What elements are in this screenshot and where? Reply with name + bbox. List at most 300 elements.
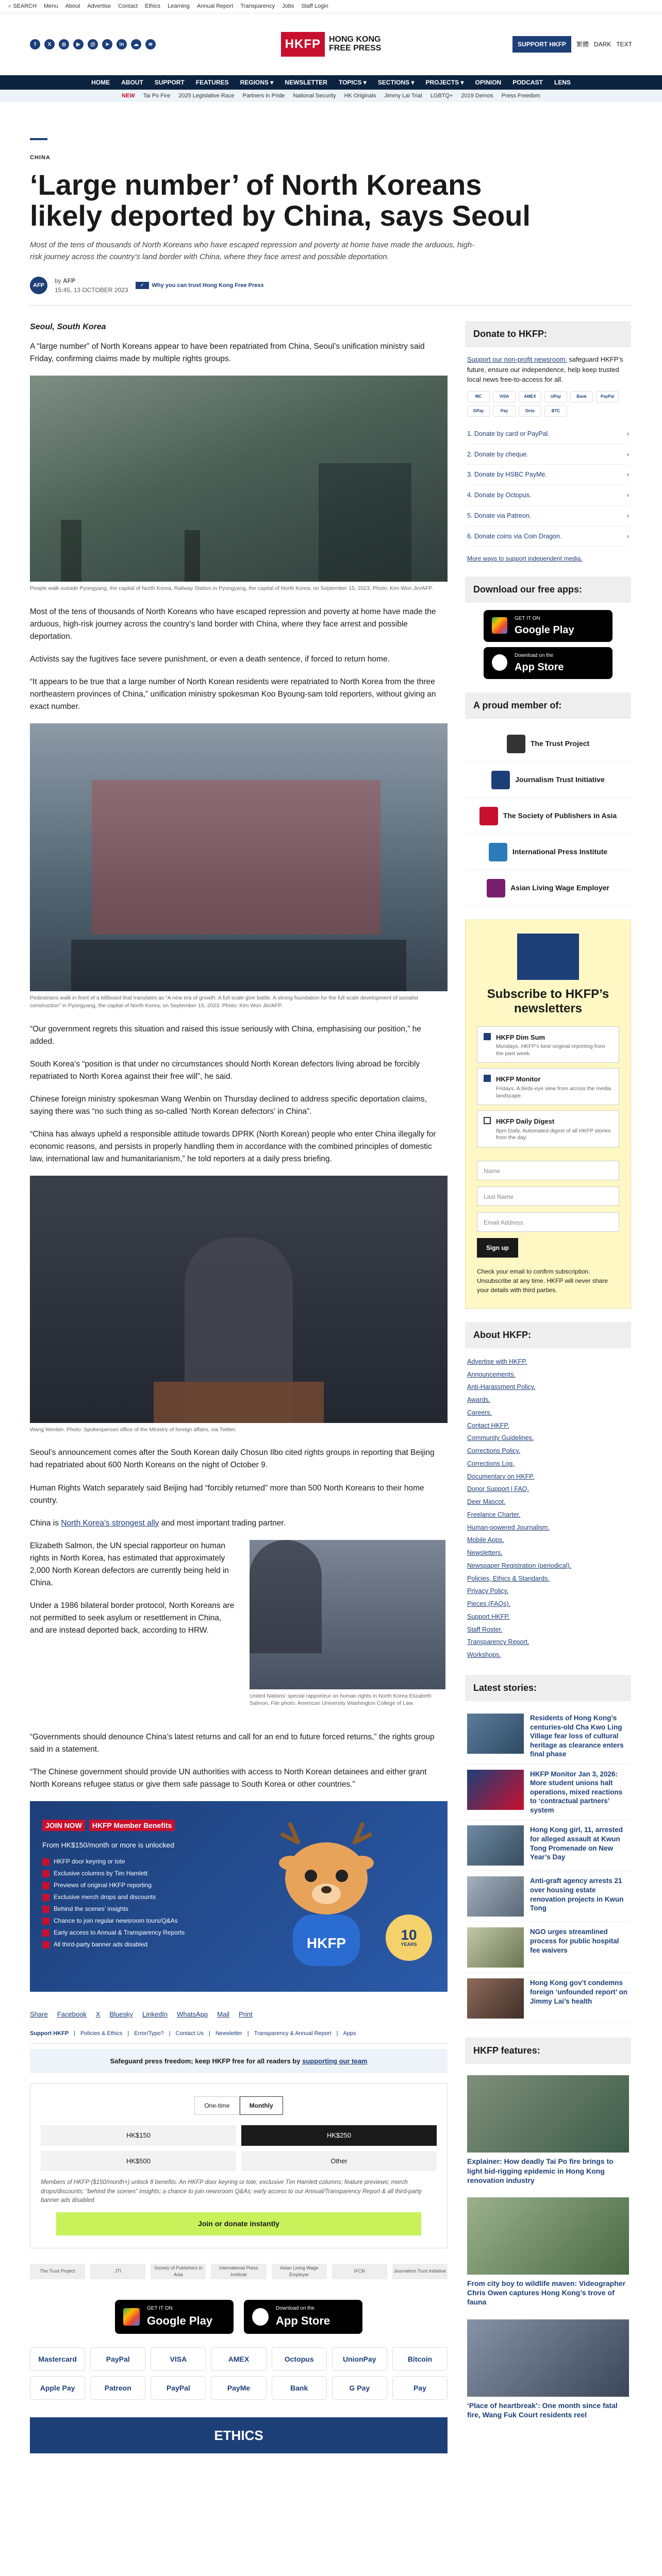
about-link[interactable]: Corrections Policy. — [467, 1447, 521, 1455]
newsletter-option[interactable] — [477, 1068, 619, 1105]
option-desc: Fridays. A birds-eye view from across the media landscape. — [496, 1085, 611, 1099]
policy-link[interactable]: Contact Us — [175, 2030, 204, 2037]
linkedin-icon[interactable]: in — [117, 39, 127, 49]
policy-link[interactable]: Transparency & Annual Report — [254, 2030, 332, 2037]
main-nav — [0, 75, 662, 90]
card-logo[interactable]: UPay — [544, 391, 567, 402]
one-time-toggle[interactable]: One-time — [194, 2096, 239, 2115]
store-small-text: Download on the — [515, 652, 554, 658]
partner-logo[interactable] — [465, 798, 631, 834]
inline-image-section — [30, 1540, 448, 1721]
about-link[interactable]: Support HKFP. — [467, 1613, 510, 1620]
chevron-right-icon: › — [626, 471, 629, 479]
card-logo[interactable]: PayPal — [596, 391, 619, 402]
nav-lens[interactable]: LENS — [554, 79, 571, 86]
method-label: 4. Donate by Octopus. — [467, 492, 532, 499]
benefit-text: HKFP door keyring or tote — [54, 1857, 125, 1865]
widget-title: About HKFP: — [465, 1322, 631, 1348]
ten-years-badge — [386, 1914, 432, 1961]
about-link[interactable]: Advertise with HKFP. — [467, 1358, 527, 1365]
trust-badge-icon: ✓ — [136, 282, 149, 289]
newsletter-fineprint: Check your email to confirm subscription. Unsubscribe at any time. HKFP will never share your details with third parties. — [477, 1267, 608, 1294]
policy-links: Support HKFP | Policies & Ethics | Error/Typo? | Contact Us | Newsletter | Transparency & Annual Report | Apps — [30, 2029, 448, 2044]
support-team-link[interactable]: supporting our team — [302, 2057, 368, 2065]
trust-text: Why you can trust Hong Kong Free Press — [152, 282, 264, 289]
share-linkedin[interactable]: LinkedIn — [142, 2010, 168, 2018]
trending-item[interactable]: Press Freedom — [501, 92, 540, 99]
donation-method[interactable] — [467, 506, 629, 527]
author-avatar[interactable]: AFP — [30, 277, 47, 294]
instagram-icon[interactable]: ◎ — [59, 39, 69, 49]
check-icon — [42, 1929, 49, 1937]
safeguard-notice — [30, 2049, 448, 2074]
policy-link[interactable]: Error/Typo? — [134, 2030, 164, 2037]
method-label: 2. Donate by cheque. — [467, 450, 528, 458]
article-photo-billboard — [30, 723, 448, 991]
payment-logo[interactable]: PayPal — [151, 2376, 206, 2400]
jti-icon — [491, 771, 510, 789]
member-logo[interactable]: Asian Living Wage Employer — [272, 2264, 327, 2279]
facebook-icon[interactable]: f — [30, 39, 40, 49]
photo-person — [250, 1540, 322, 1653]
method-label: 6. Donate coins via Coin Dragon. — [467, 532, 562, 540]
about-link[interactable]: Human-powered Journalism. — [467, 1523, 550, 1531]
payment-logo[interactable]: PayMe — [211, 2376, 266, 2400]
about-link[interactable]: Deer Mascot. — [467, 1498, 506, 1506]
article-photo-pyongyang-station — [30, 376, 448, 582]
story-item[interactable] — [465, 1871, 631, 1922]
nav-features[interactable]: FEATURES — [195, 79, 229, 86]
donation-method[interactable] — [467, 445, 629, 465]
top-link-staff-login[interactable]: Staff Login — [301, 3, 328, 10]
photo-caption: Pedestrians walk in front of a billboard that translates as “A new era of growth. A full scale give battle. A strong foundation for the full scale development of socialist construction” in Pyongyang, the capital of North Korea, on September 15, 2023. Photo: Kim Won Jin/AFP. — [30, 995, 418, 1009]
trending-item[interactable]: HK Originals — [344, 92, 376, 99]
check-icon — [42, 1941, 49, 1948]
about-link[interactable]: Privacy Policy. — [467, 1587, 509, 1595]
dark-mode-toggle[interactable]: DARK — [594, 41, 611, 48]
app-store-button[interactable] — [244, 2300, 362, 2334]
paragraph: “Our government regrets this situation and raised this issue seriously with China, emphasising our position,” he added. — [30, 1024, 422, 1046]
about-link[interactable]: Careers. — [467, 1409, 492, 1416]
article-photo-wang-wenbin — [30, 1176, 448, 1423]
donation-method[interactable] — [467, 465, 629, 485]
payment-logo[interactable]: AMEX — [211, 2347, 266, 2371]
top-link-learning[interactable]: Learning — [168, 3, 190, 10]
ipi-icon — [489, 843, 507, 861]
policy-link[interactable]: Support HKFP — [30, 2030, 69, 2037]
content-columns — [0, 306, 662, 2453]
feature-title: Explainer: How deadly Tai Po fire brings to light bid-rigging epidemic in Hong Kong renovation industry — [467, 2157, 614, 2184]
top-link-transparency[interactable]: Transparency — [240, 3, 275, 10]
feature-item[interactable] — [465, 2071, 631, 2193]
widget-title: A proud member of: — [465, 692, 631, 719]
benefit-text: Behind the scenes’ insights — [54, 1905, 128, 1912]
option-text — [496, 1074, 613, 1099]
nonprofit-link[interactable]: Support our non-profit newsroom: — [467, 355, 567, 364]
deer-mascot-icon — [262, 1822, 391, 1971]
nav-podcast[interactable]: PODCAST — [512, 79, 543, 86]
paragraph: “It appears to be true that a large number of North Korean residents were repatriated to North Korea from the three northeastern provinces of China,” unification ministry spokesman Koo Byoung-sam told reporters, without giving an exact number. — [30, 677, 436, 711]
widget-title: Donate to HKFP: — [465, 321, 631, 347]
paragraph: Human Rights Watch separately said Beijing had “forcibly returned” more than 500 North Koreans to their home country. — [30, 1483, 424, 1505]
paragraph: Activists say the fugitives face severe punishment, or even a death sentence, if forced to return home. — [30, 655, 390, 664]
policy-link[interactable]: Newsletter — [215, 2030, 242, 2037]
share-mail[interactable]: Mail — [217, 2010, 229, 2018]
nav-support[interactable]: SUPPORT — [154, 79, 185, 86]
nav-about[interactable]: ABOUT — [121, 79, 143, 86]
trending-item[interactable]: 2025 Legislative Race — [178, 92, 235, 99]
support-hkfp-button[interactable]: SUPPORT HKFP — [512, 36, 571, 53]
payment-logo[interactable]: VISA — [151, 2347, 206, 2371]
about-link[interactable]: Newspaper Registration (periodical). — [467, 1562, 572, 1569]
top-link-ethics[interactable]: Ethics — [145, 3, 161, 10]
story-title: NGO urges streamlined process for public hospital fee waivers — [530, 1928, 619, 1954]
about-link[interactable]: Policies, Ethics & Standards. — [467, 1574, 550, 1582]
bluesky-icon[interactable]: ☁ — [131, 39, 141, 49]
newsletter-option[interactable] — [477, 1110, 619, 1147]
story-item[interactable] — [465, 1973, 631, 2024]
payment-methods — [30, 2347, 448, 2412]
member-benefits-banner[interactable] — [30, 1801, 448, 1992]
about-link[interactable]: Announcements. — [467, 1370, 516, 1378]
policy-link[interactable]: Apps — [343, 2030, 356, 2037]
check-icon — [42, 1906, 49, 1913]
youtube-icon[interactable]: ▶ — [73, 39, 84, 49]
check-icon — [42, 1882, 49, 1889]
card-logo[interactable]: Bank — [570, 391, 593, 402]
about-link[interactable]: Workshops. — [467, 1651, 501, 1659]
article-date: 15:45, 13 OCTOBER 2023 — [55, 286, 128, 294]
payment-logo[interactable]: Mastercard — [30, 2347, 85, 2371]
benefit-text: Exclusive columns by Tim Hamlett — [54, 1869, 148, 1877]
name-input[interactable]: Name — [477, 1161, 619, 1180]
nav-topics[interactable]: TOPICS ▾ — [338, 79, 367, 86]
trending-item[interactable]: Jimmy Lai Trial — [384, 92, 422, 99]
option-name: HKFP Dim Sum — [496, 1033, 545, 1041]
checkbox[interactable] — [484, 1075, 491, 1082]
frequency-toggle — [41, 2096, 437, 2115]
payment-logo[interactable]: Patreon — [90, 2376, 145, 2400]
trust-link[interactable] — [136, 281, 264, 290]
benefit-text: Chance to join regular newsroom tours/Q&As — [54, 1917, 178, 1924]
ally-link[interactable]: North Korea’s strongest ally — [61, 1518, 159, 1528]
signup-button[interactable]: Sign up — [477, 1238, 518, 1258]
site-header — [0, 13, 662, 75]
newsletter-title: Subscribe to HKFP’s newsletters — [487, 987, 609, 1016]
share-bar — [30, 2003, 448, 2026]
amount-option[interactable]: HK$150 — [41, 2125, 236, 2146]
benefit-text: Early access to Annual & Transparency Reports — [54, 1928, 185, 1936]
payment-logo[interactable]: PayPal — [90, 2347, 145, 2371]
chevron-right-icon: › — [626, 532, 629, 540]
story-thumbnail — [467, 1978, 524, 2019]
feature-item[interactable] — [465, 2315, 631, 2428]
option-name: HKFP Monitor — [496, 1075, 541, 1083]
trending-item[interactable]: LGBTQ+ — [430, 92, 453, 99]
donation-method[interactable] — [467, 527, 629, 547]
story-title: HKFP Monitor Jan 3, 2026: More student unions halt operations, mixed reactions to ‘contractual partners’ system — [530, 1770, 623, 1814]
anniv-text: YEARS — [401, 1942, 417, 1947]
benefit-text: Previews of original HKFP reporting — [54, 1881, 152, 1889]
story-thumbnail — [467, 1876, 524, 1917]
story-thumbnail — [467, 1825, 524, 1866]
photo-podium — [154, 1382, 324, 1423]
nav-sections[interactable]: SECTIONS ▾ — [377, 79, 415, 86]
card-logo[interactable]: Pay — [493, 405, 516, 417]
card-logo[interactable]: BTC — [544, 405, 567, 417]
nav-newsletter[interactable]: NEWSLETTER — [285, 79, 327, 86]
photo-figure — [61, 520, 81, 582]
trending-item[interactable]: Tai Po Fire — [143, 92, 171, 99]
about-link[interactable]: Anti-Harassment Policy. — [467, 1383, 536, 1391]
partner-logo[interactable] — [465, 762, 631, 798]
paragraph: A “large number” of North Koreans appear to have been repatriated from China, Seoul’s unification ministry said Friday, confirming claims made by multiple rights groups. — [30, 342, 425, 364]
member-logo[interactable]: International Press Institute — [211, 2264, 266, 2279]
newsletter-widget — [465, 920, 631, 1309]
store-big-text: App Store — [276, 2314, 330, 2328]
method-label: 1. Donate by card or PayPal. — [467, 430, 550, 437]
paragraph: “The Chinese government should provide UN authorities with access to North Korean detainees and either grant North Koreans refugee status or give them safe passage to South Korea or other countries.” — [30, 1767, 427, 1789]
payment-logo[interactable]: Bank — [272, 2376, 327, 2400]
google-play-icon — [492, 617, 507, 634]
check-icon — [42, 1894, 49, 1901]
photo-street — [71, 940, 406, 991]
about-link[interactable]: Corrections Log. — [467, 1460, 515, 1467]
story-thumbnail — [467, 1770, 524, 1810]
spacer — [477, 1153, 619, 1161]
store-big-text: Google Play — [147, 2314, 213, 2328]
card-logo[interactable]: VISA — [493, 391, 516, 402]
amount-option-other[interactable]: Other — [241, 2151, 437, 2172]
sopa-icon — [479, 807, 498, 825]
card-logo[interactable]: GPay — [467, 405, 490, 417]
monthly-toggle[interactable]: Monthly — [240, 2096, 283, 2115]
language-toggle[interactable]: 繁體 — [576, 41, 589, 48]
dateline: Seoul, South Korea — [30, 323, 106, 332]
payment-logo[interactable]: Pay — [392, 2376, 448, 2400]
anniv-number: 10 — [401, 1927, 417, 1943]
chevron-right-icon: › — [626, 430, 629, 437]
top-link-jobs[interactable]: Jobs — [282, 3, 294, 10]
paragraph: Seoul’s announcement comes after the South Korean daily Chosun Ilbo cited rights groups in reporting that Beijing had repatriated about 600 North Koreans on the night of October 9. — [30, 1448, 435, 1470]
about-link[interactable]: Documentary on HKFP. — [467, 1472, 535, 1480]
paragraph: Elizabeth Salmon, the UN special rapporteur on human rights in North Korea, has estimated that approximately 2,000 North Korean defectors are currently being held in China. — [30, 1541, 229, 1587]
app-store-button[interactable] — [484, 647, 613, 679]
byline-author[interactable]: AFP — [63, 277, 76, 285]
paragraph: Under a 1986 bilateral border protocol, North Koreans are not permitted to seek asylum or resettlement in China, and are instead deported back, according to HRW. — [30, 1601, 235, 1635]
join-donate-button[interactable]: Join or donate instantly — [56, 2212, 421, 2235]
nav-opinion[interactable]: OPINION — [475, 79, 502, 86]
payment-logo[interactable]: Bitcoin — [392, 2347, 448, 2371]
safeguard-text: Safeguard press freedom; keep HKFP free for all readers by — [110, 2057, 303, 2065]
chevron-right-icon: › — [626, 512, 629, 519]
banner-title-text: HKFP Member Benefits — [89, 1820, 175, 1831]
feature-image — [467, 2075, 629, 2153]
partner-name: Journalism Trust Initiative — [515, 775, 605, 784]
logo-line-1: HONG KONG — [329, 35, 381, 44]
payment-logo[interactable]: Apple Pay — [30, 2376, 85, 2400]
feature-title: From city boy to wildlife maven: Videographer Chris Owen captures Hong Kong’s trove of fauna — [467, 2279, 626, 2307]
share-print[interactable]: Print — [238, 2010, 253, 2018]
article-body — [30, 321, 448, 2453]
top-utility-bar — [0, 0, 662, 13]
share-x[interactable]: X — [95, 2010, 101, 2018]
payment-logo[interactable]: UnionPay — [332, 2347, 387, 2371]
card-logo[interactable]: MC — [467, 391, 490, 402]
widget-title: Download our free apps: — [465, 577, 631, 603]
google-play-icon — [123, 2308, 140, 2326]
article-hero — [0, 102, 662, 295]
apple-icon — [492, 654, 507, 671]
about-link[interactable]: Community Guidelines. — [467, 1434, 534, 1442]
about-widget — [465, 1322, 631, 1662]
telegram-icon[interactable]: ➤ — [102, 39, 112, 49]
google-play-button[interactable] — [484, 610, 613, 642]
top-link-annual-report[interactable]: Annual Report — [196, 3, 234, 10]
inline-text — [30, 1540, 236, 1721]
threads-icon[interactable]: @ — [88, 39, 98, 49]
member-logo[interactable]: Society of Publishers in Asia — [151, 2264, 206, 2279]
member-logo[interactable]: The Trust Project — [30, 2264, 85, 2279]
payment-logo[interactable]: Octopus — [272, 2347, 327, 2371]
about-link[interactable]: Freelance Charter. — [467, 1511, 521, 1518]
photo-caption: Wang Wenbin. Photo: Spokesperson office of the Ministry of foreign affairs, via Twitter. — [30, 1426, 237, 1433]
last-name-input[interactable]: Last Name — [477, 1187, 619, 1206]
card-logo[interactable]: Octo — [519, 405, 541, 417]
payment-logo[interactable]: G Pay — [332, 2376, 387, 2400]
top-link-about[interactable]: About — [65, 3, 80, 10]
partner-name: Asian Living Wage Employer — [510, 884, 609, 892]
donation-method[interactable] — [467, 485, 629, 506]
logo-box: HKFP — [281, 32, 325, 57]
donation-widget — [30, 2083, 448, 2248]
benefit-text: All third-party banner ads disabled — [54, 1940, 148, 1948]
checkbox[interactable] — [484, 1117, 491, 1124]
store-small-text: GET IT ON — [515, 615, 540, 621]
trust-project-icon — [507, 735, 525, 753]
member-logo[interactable]: JTI — [90, 2264, 145, 2279]
share-facebook[interactable]: Facebook — [57, 2010, 87, 2018]
about-link[interactable]: Newsletters. — [467, 1549, 503, 1557]
partner-logo[interactable] — [465, 870, 631, 906]
google-play-button[interactable] — [115, 2300, 234, 2334]
about-link[interactable]: Staff Roster. — [467, 1625, 503, 1633]
card-logos — [465, 391, 631, 417]
story-item[interactable] — [465, 1820, 631, 1871]
envelope-icon — [517, 934, 579, 980]
search-label: SEARCH — [13, 3, 37, 10]
feature-item[interactable] — [465, 2193, 631, 2315]
nav-regions[interactable]: REGIONS ▾ — [240, 79, 274, 86]
top-link-advertise[interactable]: Advertise — [87, 3, 111, 10]
paragraph: Chinese foreign ministry spokesman Wang Wenbin on Thursday declined to address specific deportation claims, saying there was “no such thing as so-called ‘North Korean defectors’ in China”. — [30, 1094, 427, 1116]
card-logo[interactable]: AMEX — [519, 391, 541, 402]
amount-option-selected[interactable]: HK$250 — [241, 2125, 437, 2146]
about-links — [465, 1355, 631, 1662]
donate-widget — [465, 321, 631, 563]
option-name: HKFP Daily Digest — [496, 1117, 555, 1126]
about-link[interactable]: Mobile Apps. — [467, 1536, 504, 1544]
member-logo[interactable]: Journalism Trust Initiative — [392, 2264, 448, 2279]
article-lede: Most of the tens of thousands of North Koreans who have escaped repression and poverty at home have made the arduous, high-risk journey across the country’s land border with China, where they face arrest and possible deportation. — [30, 241, 475, 261]
newsletter-option[interactable] — [477, 1026, 619, 1063]
paragraph: “Governments should denounce China’s latest returns and call for an end to future forced returns,” the rights group said in a statement. — [30, 1732, 435, 1754]
store-small-text: Download on the — [276, 2306, 315, 2312]
amount-option[interactable]: HK$500 — [41, 2151, 236, 2172]
store-small-text: GET IT ON — [147, 2306, 173, 2312]
menu-link[interactable]: Menu — [44, 3, 58, 10]
donate-text — [465, 354, 631, 385]
article-category[interactable]: CHINA — [30, 155, 51, 161]
story-item[interactable] — [465, 1922, 631, 1973]
ethics-banner[interactable]: ETHICS — [30, 2417, 448, 2453]
check-icon — [42, 1918, 49, 1925]
about-link[interactable]: Transparency Report. — [467, 1638, 529, 1646]
hero-rule — [30, 138, 47, 140]
sidebar — [465, 321, 631, 2453]
store-big-text: App Store — [515, 661, 564, 673]
paragraph — [30, 1517, 448, 1530]
benefit-text: Exclusive merch drops and discounts — [54, 1893, 156, 1901]
story-item[interactable] — [465, 1708, 631, 1765]
share-bluesky[interactable]: Bluesky — [109, 2010, 133, 2018]
share-whatsapp[interactable]: WhatsApp — [177, 2010, 208, 2018]
check-icon — [42, 1858, 49, 1866]
trending-item[interactable]: 2019 Demos — [461, 92, 493, 99]
search-link[interactable]: ⌕ SEARCH — [8, 3, 37, 10]
partner-logo[interactable] — [465, 726, 631, 762]
rss-icon[interactable]: ≋ — [145, 39, 156, 49]
option-text — [496, 1032, 613, 1058]
top-link-contact[interactable]: Contact — [118, 3, 138, 10]
policy-link[interactable]: Policies & Ethics — [80, 2030, 123, 2037]
trending-item[interactable]: National Security — [293, 92, 336, 99]
email-input[interactable]: Email Address — [477, 1212, 619, 1232]
trending-item[interactable]: Partners in Pride — [242, 92, 285, 99]
banner-tag: JOIN NOW — [42, 1820, 85, 1831]
feature-title: ‘Place of heartbreak’: One month since fatal fire, Wang Fuk Court residents reel — [467, 2401, 618, 2419]
partner-logo[interactable] — [465, 834, 631, 870]
option-text — [496, 1116, 613, 1142]
story-thumbnail — [467, 1927, 524, 1968]
story-item[interactable] — [465, 1765, 631, 1821]
donation-method[interactable] — [467, 424, 629, 445]
partner-name: The Trust Project — [530, 739, 590, 748]
x-icon[interactable]: X — [44, 39, 55, 49]
photo-caption: People walk outside Pyongyang, the capital of North Korea, Railway Station in Pyongyang, the capital of North Korea, on September 15, 2023. Photo: Kim Won Jin/AFP. — [30, 585, 433, 592]
banner-subtitle: From HK$150/month or more is unlocked — [42, 1840, 174, 1849]
byline-by: by — [55, 277, 61, 285]
share-label: Share — [30, 2010, 48, 2018]
about-link[interactable]: Contact HKFP. — [467, 1421, 509, 1429]
mascot-shirt-text: HKFP — [306, 1935, 346, 1951]
text-size-toggle[interactable]: TEXT — [616, 41, 633, 48]
feature-image — [467, 2197, 629, 2275]
nav-projects[interactable]: PROJECTS ▾ — [425, 79, 464, 86]
about-link[interactable]: Pieces (FAQs). — [467, 1600, 511, 1608]
header-actions — [389, 36, 632, 53]
about-link[interactable]: Donor Support | FAQ. — [467, 1485, 529, 1493]
checkbox[interactable] — [484, 1033, 491, 1040]
about-link[interactable]: Awards. — [467, 1396, 490, 1404]
feature-image — [467, 2319, 629, 2397]
member-logo[interactable]: IFCN — [332, 2264, 387, 2279]
site-logo[interactable] — [281, 32, 382, 57]
more-ways-link[interactable]: More ways to support independent media. — [467, 555, 583, 563]
widget-title: HKFP features: — [465, 2038, 631, 2064]
nav-home[interactable]: HOME — [91, 79, 110, 86]
widget-title: Latest stories: — [465, 1675, 631, 1701]
